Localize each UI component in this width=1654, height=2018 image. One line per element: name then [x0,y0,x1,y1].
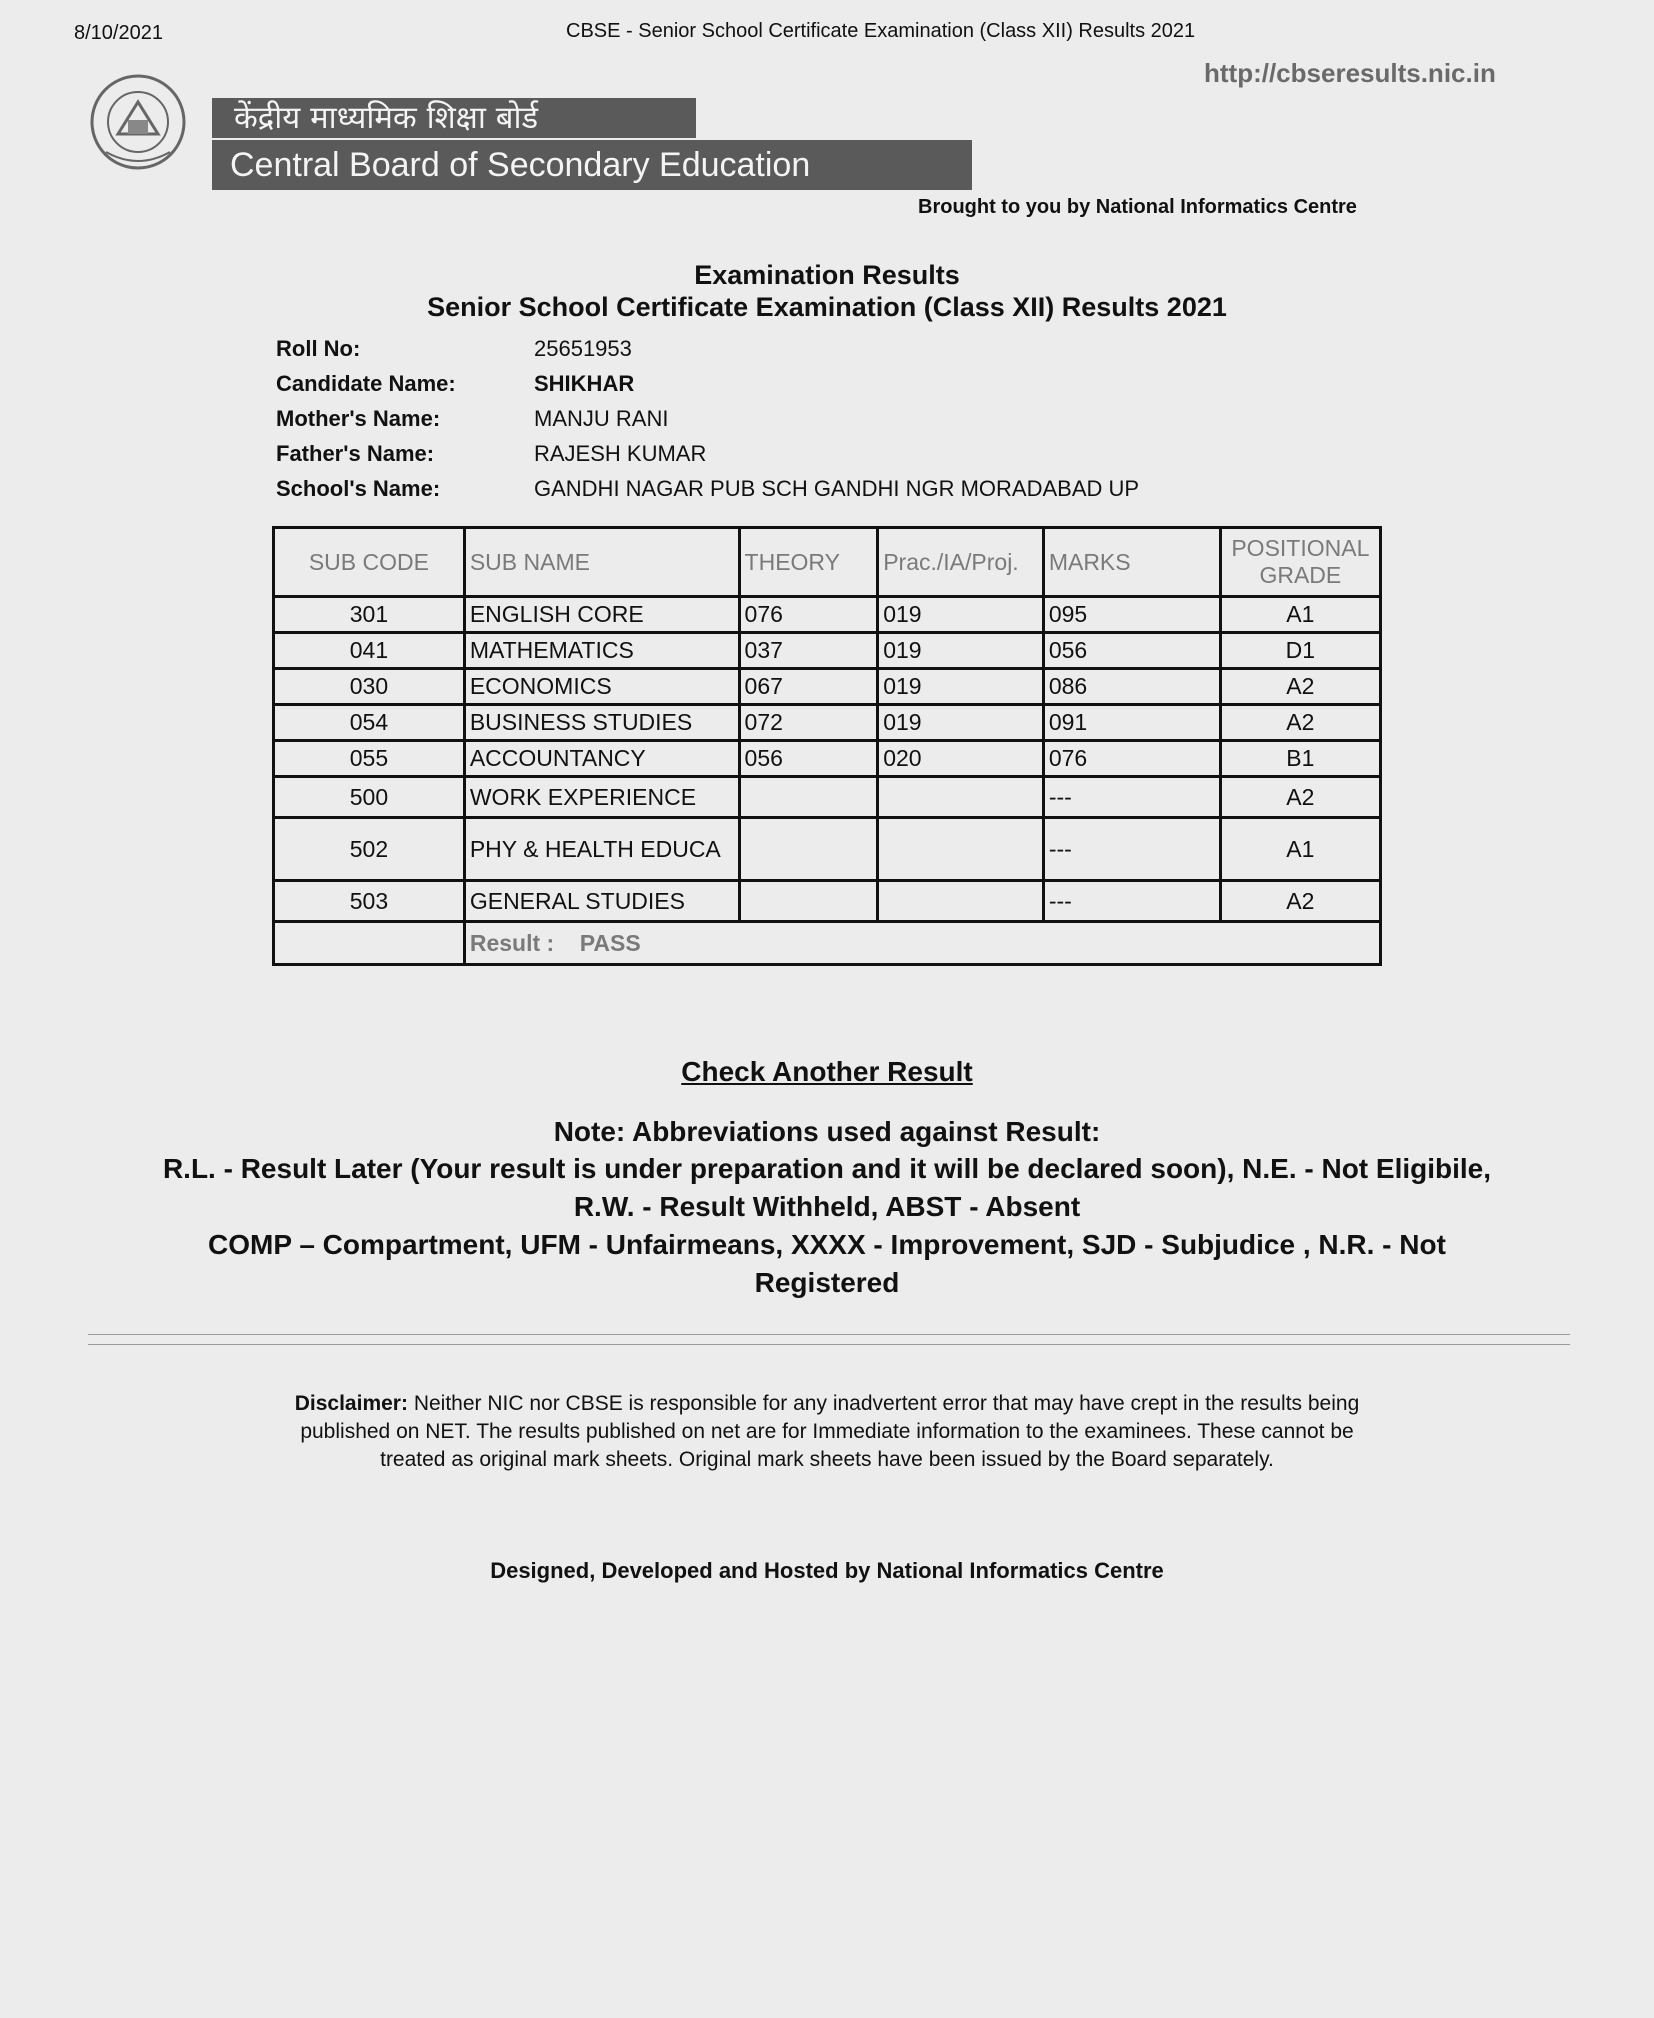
candidate-name-value: SHIKHAR [534,371,635,396]
theory-cell: 072 [739,705,878,741]
theory-cell [739,881,878,922]
table-row [274,597,1381,633]
cbse-emblem-icon [88,72,188,172]
mother-name-label: Mother's Name: [276,406,441,431]
marks-cell: 056 [1043,633,1220,669]
practical-cell [878,881,1044,922]
marks-cell: --- [1043,777,1220,818]
practical-cell: 019 [878,705,1044,741]
divider-line [88,1334,1570,1335]
table-row [274,777,1381,818]
table-row [274,633,1381,669]
grade-cell: A2 [1220,777,1380,818]
divider-line [88,1344,1570,1345]
practical-cell [878,818,1044,881]
header-grade-line1: POSITIONAL [1231,535,1370,561]
note-line-1: R.L. - Result Later (Your result is under preparation and it will be declared soon), N.E. - Not Eligibile, [162,1153,1492,1184]
roll-no-value: 25651953 [534,336,632,361]
school-name-label: School's Name: [276,476,441,501]
note-line-4: Registered [754,1267,900,1298]
sub-code-cell: 301 [274,597,465,633]
grade-cell: A2 [1220,705,1380,741]
sub-name-cell: BUSINESS STUDIES [464,705,739,741]
theory-cell: 056 [739,741,878,777]
result-cell [464,922,1380,965]
print-url: http://cbseresults.nic.in [1204,58,1496,88]
sub-code-cell: 041 [274,633,465,669]
sub-code-cell: 502 [274,818,465,881]
result-row [274,922,1381,965]
print-page-title: CBSE - Senior School Certificate Examination (Class XII) Results 2021 [566,20,1196,42]
header-theory: THEORY [739,528,878,597]
theory-cell: 067 [739,669,878,705]
table-row [274,705,1381,741]
mother-name-value: MANJU RANI [534,406,669,431]
marks-cell: 095 [1043,597,1220,633]
grade-cell: A1 [1220,597,1380,633]
disclaimer [270,1390,1384,1474]
sub-code-cell: 054 [274,705,465,741]
father-name-label: Father's Name: [276,441,435,466]
theory-cell: 076 [739,597,878,633]
grade-cell: D1 [1220,633,1380,669]
note-line-3: COMP – Compartment, UFM - Unfairmeans, XXXX - Improvement, SJD - Subjudice , N.R. - Not [208,1229,1446,1260]
table-header-row [274,528,1381,597]
theory-cell: 037 [739,633,878,669]
practical-cell: 019 [878,669,1044,705]
sub-name-cell: ENGLISH CORE [464,597,739,633]
note-heading: Note: Abbreviations used against Result: [553,1116,1101,1147]
table-row [274,741,1381,777]
sub-code-cell: 030 [274,669,465,705]
marks-cell: 091 [1043,705,1220,741]
sub-name-cell: ACCOUNTANCY [464,741,739,777]
result-value: PASS [579,929,641,956]
check-another-result-link[interactable]: Check Another Result [681,1056,973,1087]
candidate-name-label: Candidate Name: [276,371,456,396]
table-row [274,818,1381,881]
sub-code-cell: 055 [274,741,465,777]
header-practical: Prac./IA/Proj. [878,528,1044,597]
theory-cell [739,818,878,881]
page-subtitle: Senior School Certificate Examination (Class XII) Results 2021 [427,292,1227,322]
header-grade-line2: GRADE [1259,562,1342,588]
table-row [274,881,1381,922]
marks-cell: --- [1043,881,1220,922]
marks-cell: 076 [1043,741,1220,777]
board-name-hindi: केंद्रीय माध्यमिक शिक्षा बोर्ड [212,98,696,138]
page-title: Examination Results [694,260,960,290]
practical-cell [878,777,1044,818]
board-name-english: Central Board of Secondary Education [212,140,972,190]
roll-no-label: Roll No: [276,336,361,361]
practical-cell: 019 [878,597,1044,633]
sub-name-cell: WORK EXPERIENCE [464,777,739,818]
header-sub-name: SUB NAME [464,528,739,597]
school-name-value: GANDHI NAGAR PUB SCH GANDHI NGR MORADABAD UP [534,476,1140,501]
grade-cell: B1 [1220,741,1380,777]
sub-code-cell: 500 [274,777,465,818]
father-name-value: RAJESH KUMAR [534,441,707,466]
practical-cell: 020 [878,741,1044,777]
result-empty-cell [274,922,465,965]
practical-cell: 019 [878,633,1044,669]
sub-name-cell: PHY & HEALTH EDUCA [464,818,739,881]
grade-cell: A2 [1220,881,1380,922]
brought-by-text: Brought to you by National Informatics Centre [918,196,1357,218]
header-positional-grade [1220,528,1380,597]
marks-cell: 086 [1043,669,1220,705]
sub-name-cell: GENERAL STUDIES [464,881,739,922]
print-date: 8/10/2021 [74,22,163,44]
grade-cell: A1 [1220,818,1380,881]
marks-cell: --- [1043,818,1220,881]
note-line-2: R.W. - Result Withheld, ABST - Absent [573,1191,1081,1222]
results-table [272,526,1382,966]
sub-name-cell: MATHEMATICS [464,633,739,669]
header-marks: MARKS [1043,528,1220,597]
sub-code-cell: 503 [274,881,465,922]
footer-credit: Designed, Developed and Hosted by National Informatics Centre [490,1558,1164,1583]
disclaimer-text: Neither NIC nor CBSE is responsible for any inadvertent error that may have crept in the results being published on NET. The results published on net are for Immediate information to the examinees. These cannot be treated as original mark sheets. Original mark sheets have been issued by the Board separately. [300,1392,1360,1471]
sub-name-cell: ECONOMICS [464,669,739,705]
grade-cell: A2 [1220,669,1380,705]
disclaimer-label: Disclaimer: [294,1392,408,1415]
header-sub-code: SUB CODE [274,528,465,597]
result-label: Result : [469,929,555,956]
theory-cell [739,777,878,818]
table-row [274,669,1381,705]
